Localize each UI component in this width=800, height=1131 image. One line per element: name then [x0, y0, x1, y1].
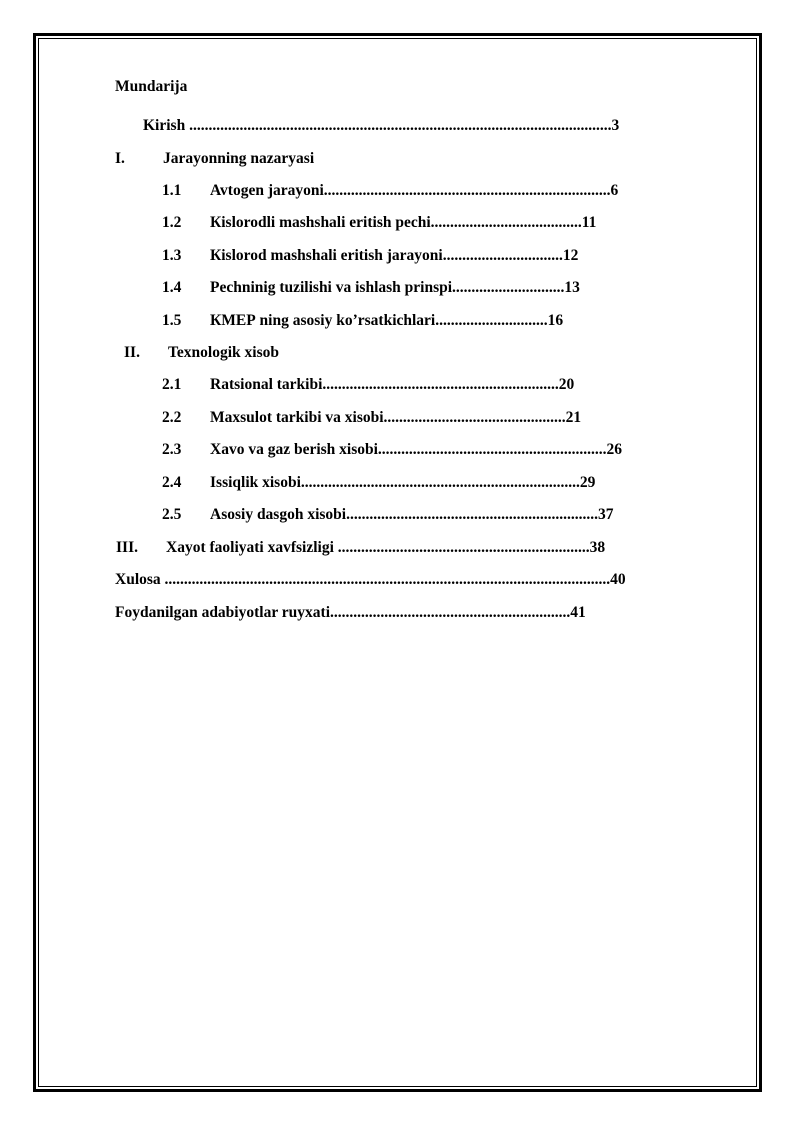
toc-entry-text: КМЕР ning asosiy ko’rsatkichlari.............................16: [210, 312, 564, 329]
toc-entry-2-1: [162, 376, 574, 394]
toc-entry-number: 2.1: [162, 376, 182, 393]
toc-entry-text: Ratsional tarkibi.............................................................20: [210, 376, 575, 393]
toc-entry-adabiyotlar: Foydanilgan adabiyotlar ruyxati..............................................................41: [115, 604, 586, 621]
toc-entry-number: 2.3: [162, 441, 182, 458]
toc-entry-text: Asosiy dasgoh xisobi.................................................................37: [210, 506, 614, 523]
toc-entry-2-2: [162, 409, 581, 427]
toc-entry-text: Кislorod mashshali eritish jarayoni...............................12: [210, 247, 579, 264]
toc-entry-number: 1.1: [162, 182, 182, 199]
toc-entry-1-3: [162, 247, 578, 265]
toc-section-2-number: II.: [124, 344, 140, 361]
toc-section-1-title: Jarayonning nazaryasi: [163, 150, 315, 167]
toc-entry-2-4: [162, 474, 595, 492]
toc-entry-1-5: [162, 312, 563, 330]
toc-entry-2-3: [162, 441, 622, 459]
toc-entry-1-4: [162, 279, 580, 297]
toc-section-3-title: Xayot faoliyati xavfsizligi .................................................................38: [166, 539, 606, 556]
toc-entry-number: 1.5: [162, 312, 182, 329]
toc-entry-1-2: [162, 214, 596, 232]
toc-entry-text: Maxsulot tarkibi va xisobi...............................................21: [210, 409, 582, 426]
toc-entry-2-5: [162, 506, 613, 524]
toc-section-1-number: I.: [115, 150, 125, 167]
toc-entry-text: Pechninig tuzilishi va ishlash prinspi.............................13: [210, 279, 580, 296]
toc-section-3-number: III.: [116, 539, 138, 556]
toc-entry-number: 2.2: [162, 409, 182, 426]
toc-entry-number: 1.3: [162, 247, 182, 264]
toc-section-3: [116, 539, 605, 557]
toc-entry-text: Issiqlik xisobi........................................................................29: [210, 474, 596, 491]
toc-title: Mundarija: [115, 78, 188, 95]
toc-section-1: [115, 150, 314, 168]
toc-entry-text: Кislorodli mashshali eritish pechi.......................................11: [210, 214, 597, 231]
toc-entry-number: 1.2: [162, 214, 182, 231]
toc-entry-text: Xavo va gaz berish xisobi...........................................................26: [210, 441, 623, 458]
toc-entry-1-1: [162, 182, 618, 200]
toc-section-2: [124, 344, 279, 362]
toc-entry-number: 2.4: [162, 474, 182, 491]
toc-entry-text: Avtogen jarayoni..........................................................................6: [210, 182, 619, 199]
toc-entry-xulosa: Xulosa ...................................................................................................................40: [115, 571, 626, 588]
toc-section-2-title: Texnologik xisob: [168, 344, 279, 361]
toc-entry-kirish: Kirish .............................................................................................................3: [143, 117, 620, 134]
toc-entry-number: 1.4: [162, 279, 182, 296]
toc-entry-number: 2.5: [162, 506, 182, 523]
